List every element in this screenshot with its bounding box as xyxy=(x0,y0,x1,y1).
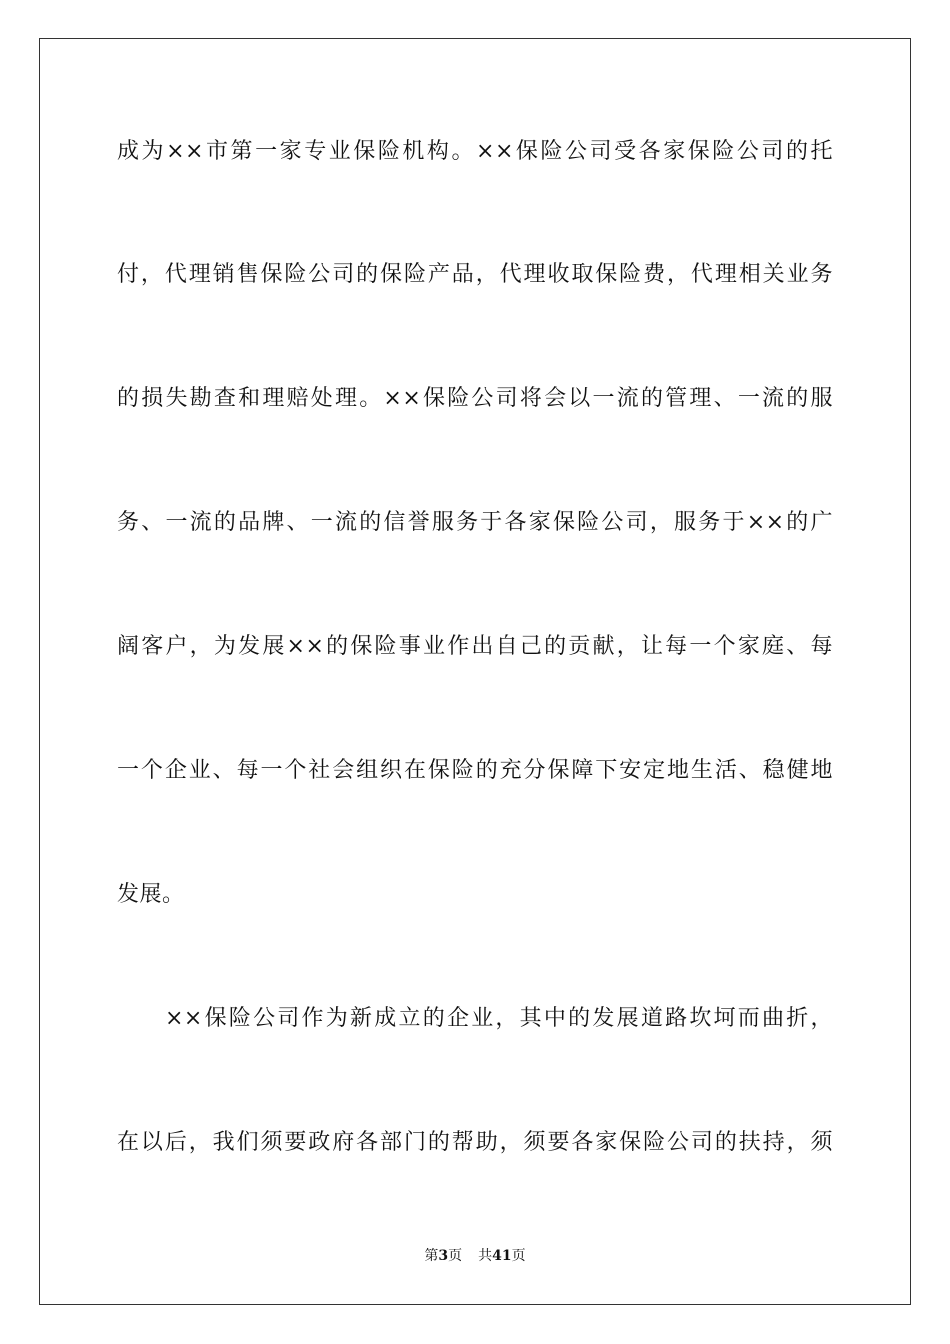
footer-page-prefix: 第 xyxy=(424,1248,439,1264)
paragraph-line-2: 付，代理销售保险公司的保险产品，代理收取保险费，代理相关业务 xyxy=(117,262,833,287)
footer-total-prefix: 共 xyxy=(478,1248,493,1264)
paragraph-line-1: 成为××市第一家专业保险机构。××保险公司受各家保险公司的托 xyxy=(117,139,833,164)
paragraph-line-6: 一个企业、每一个社会组织在保险的充分保障下安定地生活、稳健地 xyxy=(117,758,833,783)
footer-page-number: 3 xyxy=(438,1248,449,1264)
footer-total-pages: 41 xyxy=(492,1248,512,1264)
page-footer xyxy=(0,1246,950,1266)
paragraph-line-7: 发展。 xyxy=(117,882,185,907)
paragraph-line-9: 在以后，我们须要政府各部门的帮助，须要各家保险公司的扶持，须 xyxy=(117,1130,833,1155)
paragraph-line-4: 务、一流的品牌、一流的信誉服务于各家保险公司，服务于××的广 xyxy=(117,510,833,535)
page-border xyxy=(39,38,911,1305)
footer-page-suffix: 页 xyxy=(448,1248,463,1264)
paragraph-line-5: 阔客户，为发展××的保险事业作出自己的贡献，让每一个家庭、每 xyxy=(117,634,833,659)
paragraph-line-3: 的损失勘查和理赔处理。××保险公司将会以一流的管理、一流的服 xyxy=(117,386,833,411)
footer-total-suffix: 页 xyxy=(511,1248,526,1264)
paragraph-line-8: ××保险公司作为新成立的企业，其中的发展道路坎坷而曲折， xyxy=(165,1006,833,1031)
